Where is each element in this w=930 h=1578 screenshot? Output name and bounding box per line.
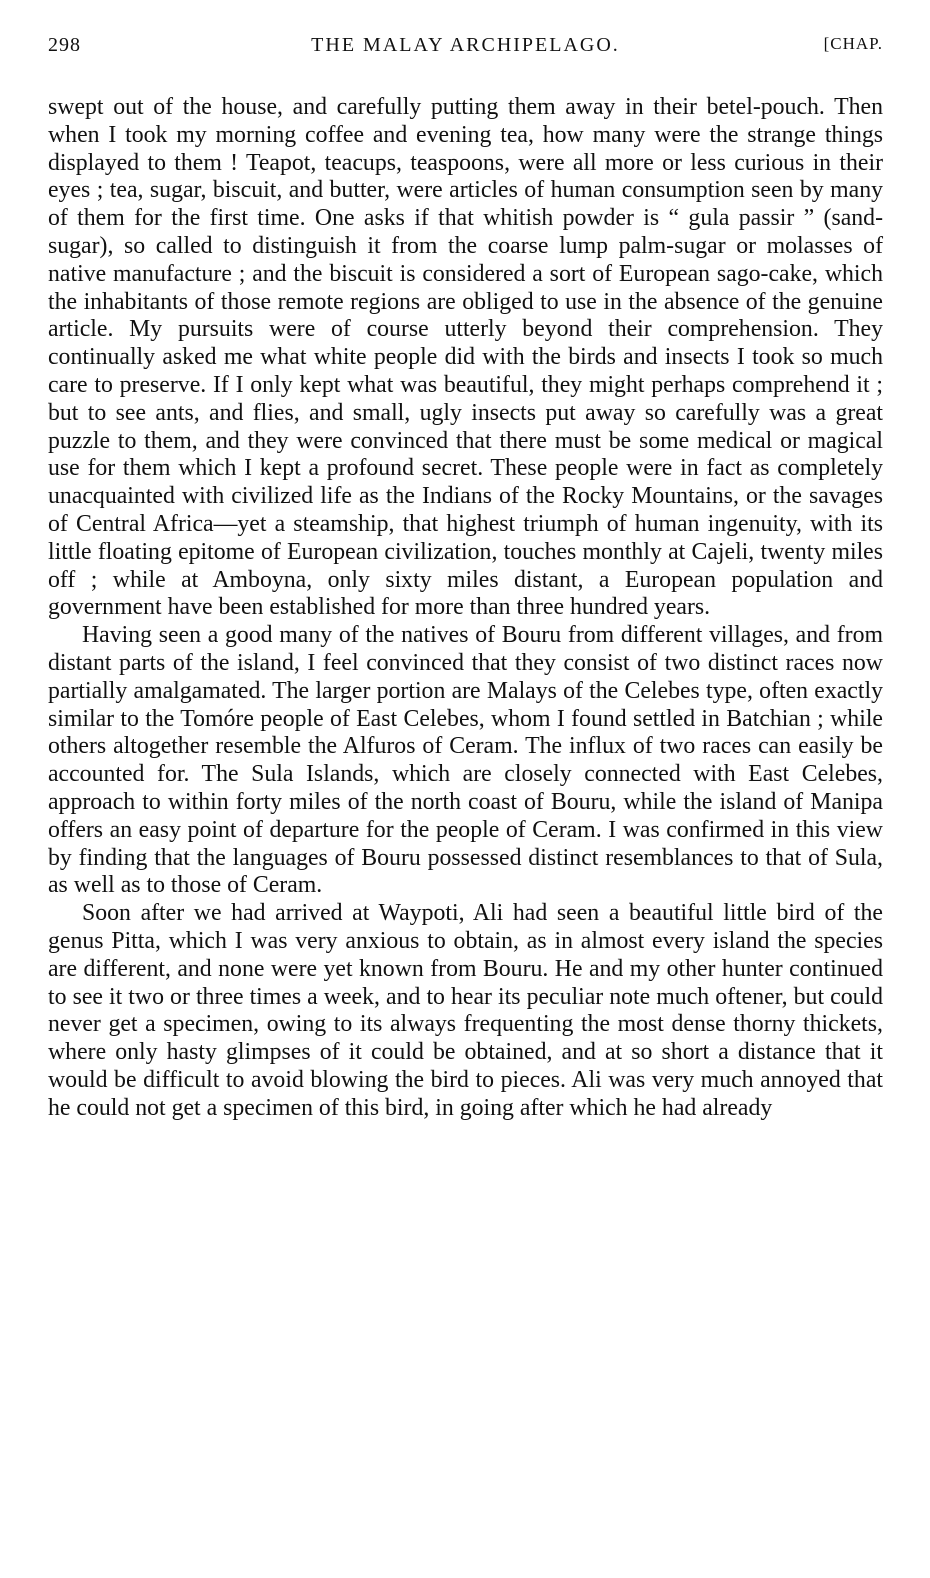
chapter-marker: [CHAP. [823, 34, 883, 53]
paragraph-pitta-bird: Soon after we had arrived at Waypoti, Ali had seen a beautiful little bird of the genus Pitta, which I was very anxious to obtain, as in almost every island the species are different, and none were yet known from Bouru. He and my other hunter continued to see it two or three times a week, and to hear its peculiar note much oftener, but could never get a specimen, owing to its always frequenting the most dense thorny thickets, where only hasty glimpses of it could be obtained, and at so short a distance that it would be difficult to avoid blowing the bird to pieces. Ali was very much annoyed that he could not get a specimen of this bird, in going after which he had already [48, 900, 883, 1121]
running-title: THE MALAY ARCHIPELAGO. [311, 34, 620, 56]
page-body [48, 94, 883, 1122]
page-number: 298 [48, 34, 81, 56]
running-header [48, 34, 883, 60]
paragraph-continued: swept out of the house, and carefully putting them away in their betel-pouch. Then when I took my morning coffee and evening tea, how many were the strange things displayed to them ! Teapot, teacups, teaspoons, were all more or less curious in their eyes ; tea, sugar, biscuit, and butter, were articles of human consumption seen by many of them for the first time. One asks if that whitish powder is “ gula passir ” (sand-sugar), so called to distinguish it from the coarse lump palm-sugar or molasses of native manufacture ; and the biscuit is considered a sort of European sago-cake, which the inhabitants of those remote regions are obliged to use in the absence of the genuine article. My pursuits were of course utterly beyond their comprehension. They continually asked me what white people did with the birds and insects I took so much care to preserve. If I only kept what was beautiful, they might perhaps comprehend it ; but to see ants, and flies, and small, ugly insects put away so carefully was a great puzzle to them, and they were convinced that there must be some medical or magical use for them which I kept a profound secret. These people were in fact as completely unacquainted with civilized life as the Indians of the Rocky Mountains, or the savages of Central Africa—yet a steamship, that highest triumph of human ingenuity, with its little floating epitome of European civilization, touches monthly at Cajeli, twenty miles off ; while at Amboyna, only sixty miles distant, a European population and government have been established for more than three hundred years. [48, 94, 883, 621]
paragraph-bouru-races: Having seen a good many of the natives of Bouru from different villages, and from distant parts of the island, I feel convinced that they consist of two distinct races now partially amalgamated. The larger portion are Malays of the Celebes type, often exactly similar to the Tomóre people of East Celebes, whom I found settled in Batchian ; while others altogether resemble the Alfuros of Ceram. The influx of two races can easily be accounted for. The Sula Islands, which are closely connected with East Celebes, approach to within forty miles of the north coast of Bouru, while the island of Manipa offers an easy point of departure for the people of Ceram. I was confirmed in this view by finding that the languages of Bouru possessed distinct resemblances to that of Sula, as well as to those of Ceram. [48, 622, 883, 899]
